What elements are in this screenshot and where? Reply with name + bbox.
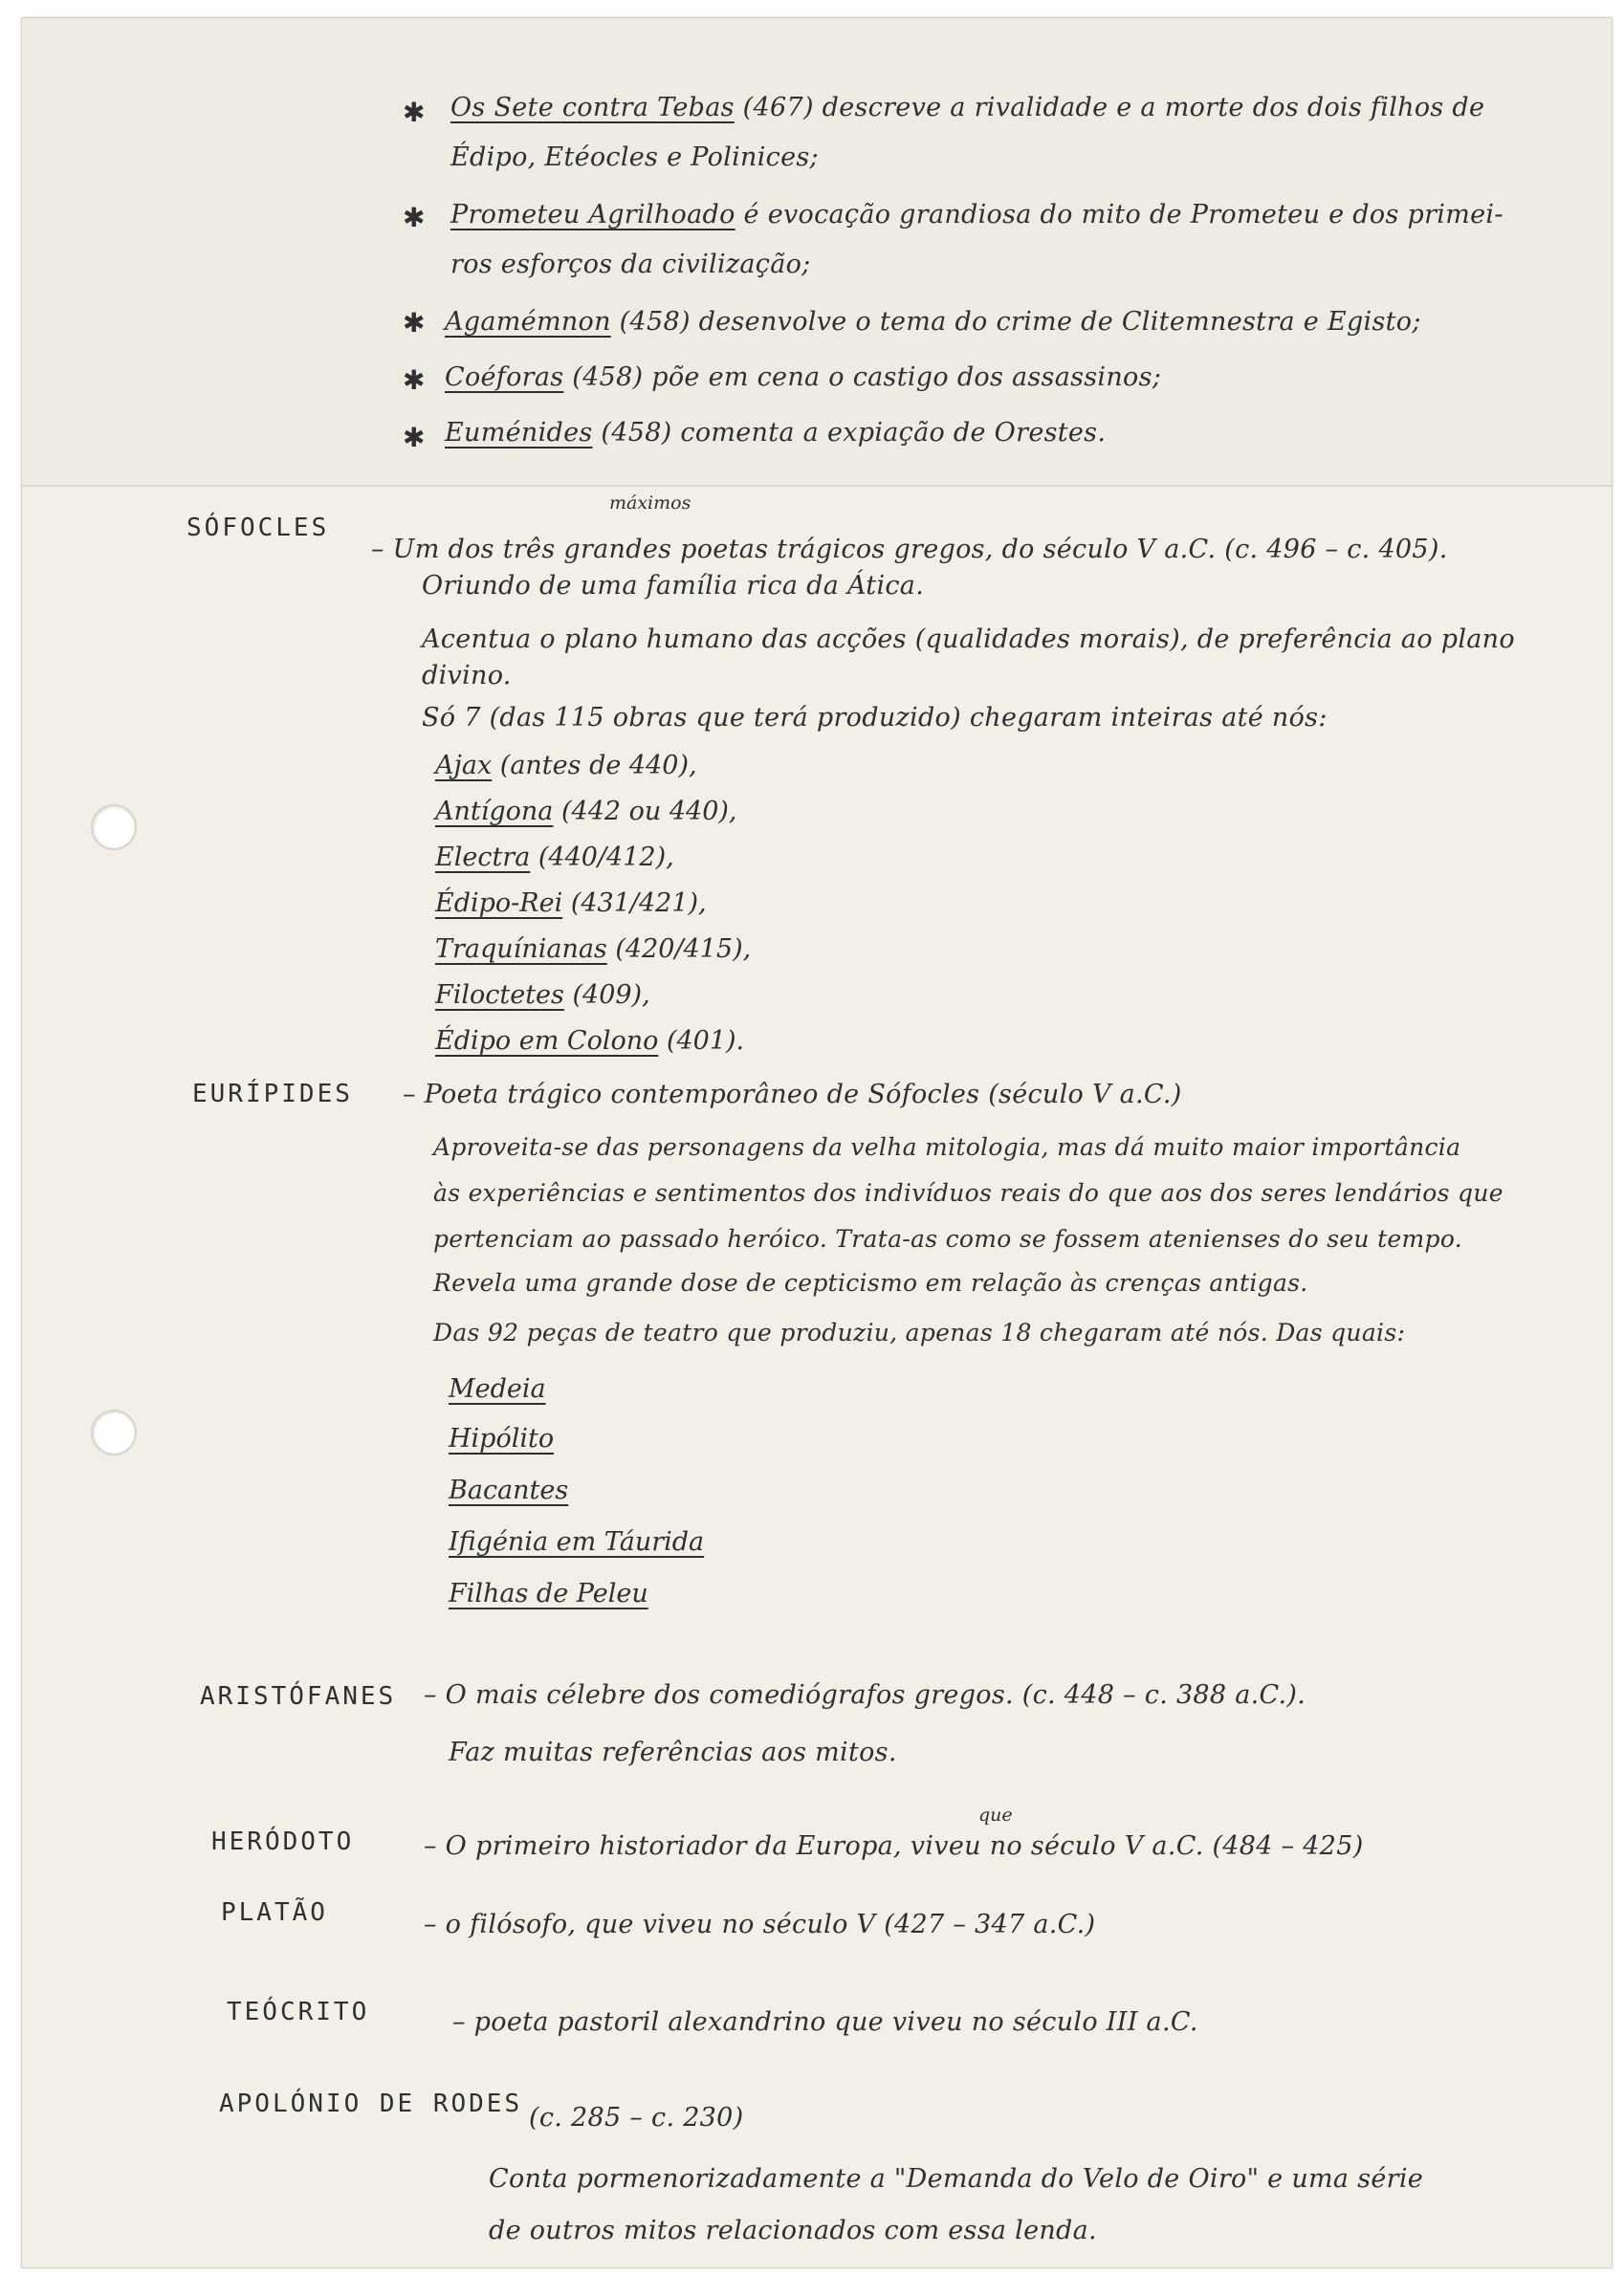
aeschylus-work-line: [445, 362, 1161, 392]
work-title: Prometeu Agrilhoado: [450, 200, 735, 230]
text-line: Acentua o plano humano das acções (qualidades morais), de preferência ao plano: [422, 624, 1515, 654]
text-line: às experiências e sentimentos dos indivíduos reais do que aos dos seres lendários que: [433, 1179, 1503, 1207]
bullet-icon: ✱: [403, 202, 426, 233]
work-entry: [435, 934, 751, 964]
text-line: Aproveita-se das personagens da velha mitologia, mas dá muito maior importância: [433, 1133, 1461, 1161]
work-title: Coéforas: [445, 362, 564, 392]
work-date: (420/415),: [606, 934, 752, 964]
work-entry: [435, 980, 650, 1010]
author-name: HERÓDOTO: [211, 1827, 355, 1856]
work-description: é evocação grandiosa do mito de Prometeu e dos primei-: [735, 200, 1503, 230]
work-title: Ifigénia em Táurida: [449, 1527, 705, 1557]
work-title: Os Sete contra Tebas: [450, 93, 735, 122]
work-title: Filhas de Peleu: [449, 1579, 648, 1609]
continuation-line: ros esforços da civilização;: [450, 250, 811, 279]
text-line: Das 92 peças de teatro que produziu, apenas 18 chegaram até nós. Das quais:: [433, 1319, 1406, 1346]
fold-line: [22, 485, 1612, 487]
work-entry: [435, 797, 737, 826]
text-line: Conta pormenorizadamente a "Demanda do Velo de Oiro" e uma série: [489, 2164, 1424, 2194]
text-line: – O mais célebre dos comediógrafos gregos. (c. 448 – c. 388 a.C.).: [424, 1680, 1306, 1710]
inserted-word: máximos: [609, 492, 691, 514]
author-name: SÓFOCLES: [187, 514, 330, 542]
text-line: – o filósofo, que viveu no século V (427 – 347 a.C.): [424, 1910, 1096, 1939]
work-description: (458) desenvolve o tema do crime de Clitemnestra e Egisto;: [610, 307, 1421, 337]
work-description: (467) descreve a rivalidade e a morte dos dois filhos de: [734, 93, 1485, 122]
author-name: TEÓCRITO: [227, 1998, 370, 2026]
text-line: Faz muitas referências aos mitos.: [449, 1738, 897, 1767]
work-title: Medeia: [449, 1374, 546, 1404]
text-line: de outros mitos relacionados com essa lenda.: [489, 2216, 1097, 2245]
work-title: Antígona: [435, 797, 554, 826]
work-title: Agamémnon: [445, 307, 611, 337]
work-description: (458) põe em cena o castigo dos assassinos;: [563, 362, 1162, 392]
text-line: – poeta pastoril alexandrino que viveu no século III a.C.: [452, 2007, 1198, 2037]
work-entry: [435, 888, 707, 918]
folded-strip: [22, 18, 1612, 485]
text-line: Oriundo de uma família rica da Ática.: [422, 571, 925, 601]
text-line: pertenciam ao passado heróico. Trata-as como se fossem atenienses do seu tempo.: [433, 1225, 1462, 1253]
work-date: (401).: [658, 1026, 745, 1056]
notebook-page: [21, 17, 1613, 2268]
bullet-icon: ✱: [403, 422, 426, 453]
work-entry: [435, 1026, 744, 1056]
text-line: – Poeta trágico contemporâneo de Sófocles (século V a.C.): [403, 1080, 1182, 1109]
work-date: (431/421),: [562, 888, 707, 918]
aeschylus-work-line: [445, 418, 1106, 448]
work-date: (antes de 440),: [492, 751, 697, 780]
text-line: Revela uma grande dose de cepticismo em relação às crenças antigas.: [433, 1269, 1308, 1297]
author-dates: (c. 285 – c. 230): [529, 2103, 744, 2133]
work-title: Filoctetes: [435, 980, 564, 1010]
work-title: Traquínianas: [435, 934, 607, 964]
text-line: divino.: [422, 661, 512, 690]
author-name: EURÍPIDES: [192, 1080, 353, 1108]
work-date: (442 ou 440),: [553, 797, 737, 826]
continuation-line: Édipo, Etéocles e Polinices;: [450, 142, 819, 172]
work-title: Ajax: [435, 751, 493, 780]
author-name: PLATÃO: [221, 1898, 328, 1927]
punch-hole: [91, 1410, 137, 1455]
text-line: – O primeiro historiador da Europa, viveu no século V a.C. (484 – 425): [424, 1831, 1364, 1861]
work-title: Euménides: [445, 418, 593, 448]
bullet-icon: ✱: [403, 97, 426, 128]
punch-hole: [91, 804, 137, 850]
aeschylus-work-line: [450, 93, 1484, 122]
text-line: Só 7 (das 115 obras que terá produzido) chegaram inteiras até nós:: [422, 703, 1328, 733]
work-title: Hipólito: [449, 1424, 555, 1454]
author-name: APOLÓNIO DE RODES: [219, 2090, 523, 2118]
work-title: Édipo-Rei: [435, 888, 563, 918]
work-title: Édipo em Colono: [435, 1026, 659, 1056]
work-date: (409),: [563, 980, 650, 1010]
work-title: Bacantes: [449, 1476, 569, 1505]
text-line: – Um dos três grandes poetas trágicos gregos, do século V a.C. (c. 496 – c. 405).: [371, 535, 1448, 564]
work-title: Electra: [435, 843, 531, 872]
inserted-word: que: [978, 1805, 1013, 1826]
bullet-icon: ✱: [403, 364, 426, 396]
aeschylus-work-line: [445, 307, 1421, 337]
work-entry: [435, 843, 674, 872]
aeschylus-work-line: [450, 200, 1503, 230]
author-name: ARISTÓFANES: [200, 1682, 397, 1711]
work-description: (458) comenta a expiação de Orestes.: [592, 418, 1107, 448]
bullet-icon: ✱: [403, 307, 426, 339]
work-date: (440/412),: [530, 843, 674, 872]
work-entry: [435, 751, 697, 780]
